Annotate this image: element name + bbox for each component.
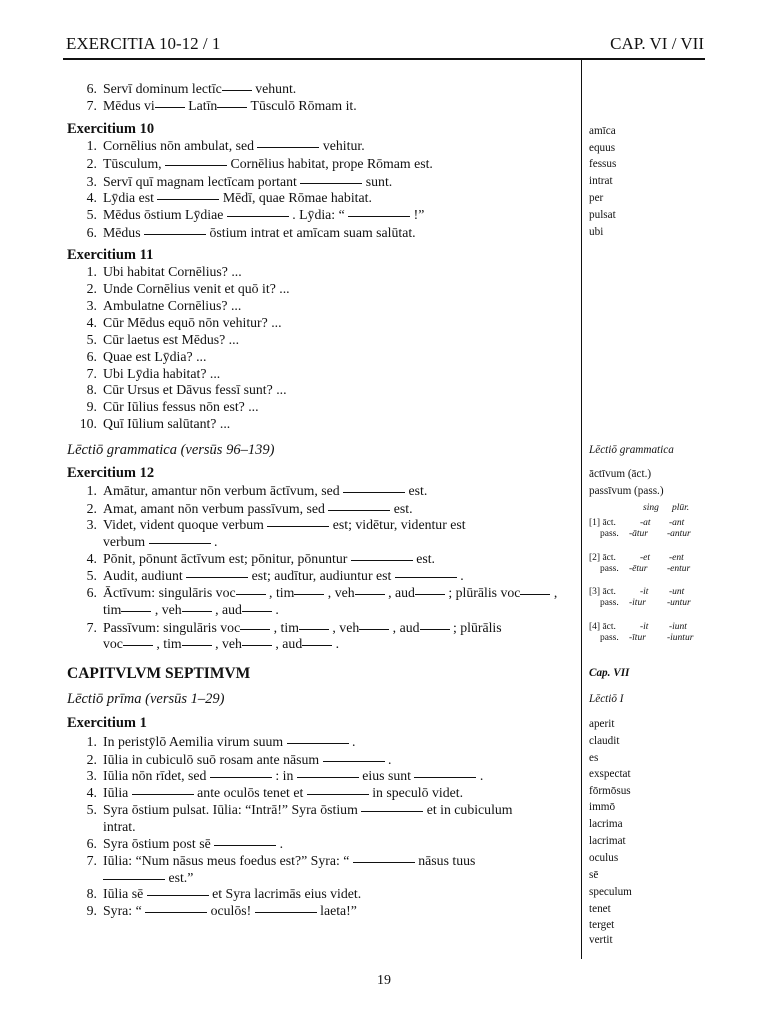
ex9-item: 7. Mēdus vi Latīn Tūsculō Rōmam it.	[86, 98, 357, 113]
ex11-item: 4. Cūr Mēdus equō nōn vehitur? ...	[86, 315, 282, 330]
ex1-item: 2. Iūlia in cubiculō suō rosam ante nāsum .	[86, 752, 392, 767]
ex11-item: 3. Ambulatne Cornēlius? ...	[86, 298, 242, 313]
lectio-grammatica-heading: Lēctiō grammatica (versūs 96–139)	[67, 442, 275, 458]
ex12-item: 7. Passīvum: singulāris voc , tim , veh , aud ; plūrālis	[86, 620, 502, 635]
vocab-word: es	[589, 752, 599, 764]
ex12-item: 2. Amat, amant nōn verbum passīvum, sed est.	[86, 501, 413, 516]
vocab-word: claudit	[589, 735, 620, 747]
vocab-word: intrat	[589, 175, 613, 187]
ex10-item: 4. Lȳdia est Mēdī, quae Rōmae habitat.	[86, 190, 372, 205]
ex1-item: est.”	[67, 870, 193, 886]
vocab-word: ubi	[589, 226, 604, 238]
exercise-10-title: Exercitium 10	[67, 121, 155, 137]
ex11-item: 8. Cūr Ursus et Dāvus fessī sunt? ...	[86, 382, 287, 397]
header-right: CAP. VI / VII	[610, 34, 704, 53]
conjugation-endings: [4] āct. -it -iunt pass. -ītur -iuntur	[589, 622, 694, 643]
ex12-item: tim , veh , aud .	[103, 602, 279, 617]
ex1-item: 9. Syra: “ oculōs! laeta!”	[86, 903, 357, 918]
ex12-item: 4. Pōnit, pōnunt āctīvum est; pōnitur, pōnuntur est.	[86, 551, 436, 566]
vocab-word: amīca	[589, 125, 616, 137]
exercise-1-title: Exercitium 1	[67, 715, 147, 731]
ex1-item: 5. Syra ōstium pulsat. Iūlia: “Intrā!” Syra ōstium et in cubiculum	[86, 802, 513, 817]
chapter-vii-title: CAPITVLVM SEPTIMVM	[67, 665, 251, 682]
ex12-item: 6. Āctīvum: singulāris voc , tim , veh , aud ; plūrālis voc ,	[86, 585, 558, 600]
ex11-item: 7. Ubi Lȳdia habitat? ...	[86, 366, 221, 381]
ex12-item: 3. Videt, vident quoque verbum est; vidētur, videntur est	[86, 517, 466, 532]
ex10-item: 1. Cornēlius nōn ambulat, sed vehitur.	[86, 138, 365, 153]
vocab-word: vertit	[589, 934, 613, 946]
conjugation-endings: [2] āct. -et -ent pass. -ētur -entur	[589, 553, 691, 574]
margin-lectio-grammatica: Lēctiō grammatica	[589, 444, 674, 456]
vocab-word: speculum	[589, 886, 632, 898]
vocab-word: sē	[589, 869, 599, 881]
vocab-word: tenet	[589, 903, 611, 915]
ex1-item: 6. Syra ōstium post sē .	[86, 836, 284, 851]
vocab-word: fessus	[589, 158, 617, 170]
vocab-word: lacrimat	[589, 835, 626, 847]
header-rule	[63, 58, 705, 60]
ex10-item: 3. Servī quī magnam lectīcam portant sunt.	[86, 174, 393, 189]
vocab-word: lacrima	[589, 818, 623, 830]
vocab-word: oculus	[589, 852, 619, 864]
vocab-word: equus	[589, 142, 616, 154]
ex1-item: 8. Iūlia sē et Syra lacrimās eius videt.	[86, 886, 362, 901]
vocab-word: āctīvum (āct.)	[589, 468, 652, 480]
ex10-item: 2. Tūsculum, Cornēlius habitat, prope Rōmam est.	[86, 156, 433, 171]
ex10-item: 5. Mēdus ōstium Lȳdiae . Lȳdia: “ !”	[86, 207, 425, 222]
ex11-item: 5. Cūr laetus est Mēdus? ...	[86, 332, 240, 347]
margin-chapter-vii: Cap. VII	[589, 667, 630, 679]
lectio-prima-heading: Lēctiō prīma (versūs 1–29)	[67, 691, 225, 707]
page-header	[66, 34, 704, 56]
ex11-item: 2. Unde Cornēlius venit et quō it? ...	[86, 281, 290, 296]
ex1-item: intrat.	[103, 819, 136, 834]
conjugation-endings: [1] āct. -at -ant pass. -ātur -antur	[589, 518, 691, 539]
header-left: EXERCITIA 10-12 / 1	[66, 34, 221, 53]
ex1-item: 1. In peristȳlō Aemilia virum suum .	[86, 734, 356, 749]
ex12-item: voc , tim , veh , aud .	[103, 636, 340, 651]
exercise-12-title: Exercitium 12	[67, 465, 155, 481]
ex11-item: 9. Cūr Iūlius fessus nōn est? ...	[86, 399, 259, 414]
margin-lectio-i: Lēctiō I	[589, 693, 624, 705]
ex11-item: 6. Quae est Lȳdia? ...	[86, 349, 207, 364]
ex9-item: 6. Servī dominum lectīc vehunt.	[86, 81, 297, 96]
ex11-item: 1. Ubi habitat Cornēlius? ...	[86, 264, 242, 279]
exercise-11-title: Exercitium 11	[67, 247, 154, 263]
margin-rule	[581, 59, 582, 959]
ex1-item: 3. Iūlia nōn rīdet, sed : in eius sunt .	[86, 768, 484, 783]
vocab-word: aperit	[589, 718, 615, 730]
page-number: 19	[377, 973, 391, 988]
ex1-item: 4. Iūlia ante oculōs tenet et in speculō videt.	[86, 785, 464, 800]
vocab-word: terget	[589, 919, 615, 931]
ex11-item: 10. Quī Iūlium salūtant? ...	[79, 416, 231, 431]
ex1-item: 7. Iūlia: “Num nāsus meus foedus est?” Syra: “ nāsus tuus	[86, 853, 476, 868]
ex12-item: verbum .	[103, 534, 218, 549]
vocab-word: fōrmōsus	[589, 785, 631, 797]
ex10-item: 6. Mēdus ōstium intrat et amīcam suam salūtat.	[86, 225, 416, 240]
vocab-word: pulsat	[589, 209, 616, 221]
vocab-word: per	[589, 192, 604, 204]
conjugation-endings: [3] āct. -it -unt pass. -itur -untur	[589, 587, 691, 608]
ex12-item: 5. Audit, audiunt est; audītur, audiuntur est .	[86, 568, 464, 583]
ex12-item: 1. Amātur, amantur nōn verbum āctīvum, sed est.	[86, 483, 428, 498]
vocab-word: exspectat	[589, 768, 631, 780]
vocab-word: passīvum (pass.)	[589, 485, 664, 497]
vocab-word: immō	[589, 801, 616, 813]
